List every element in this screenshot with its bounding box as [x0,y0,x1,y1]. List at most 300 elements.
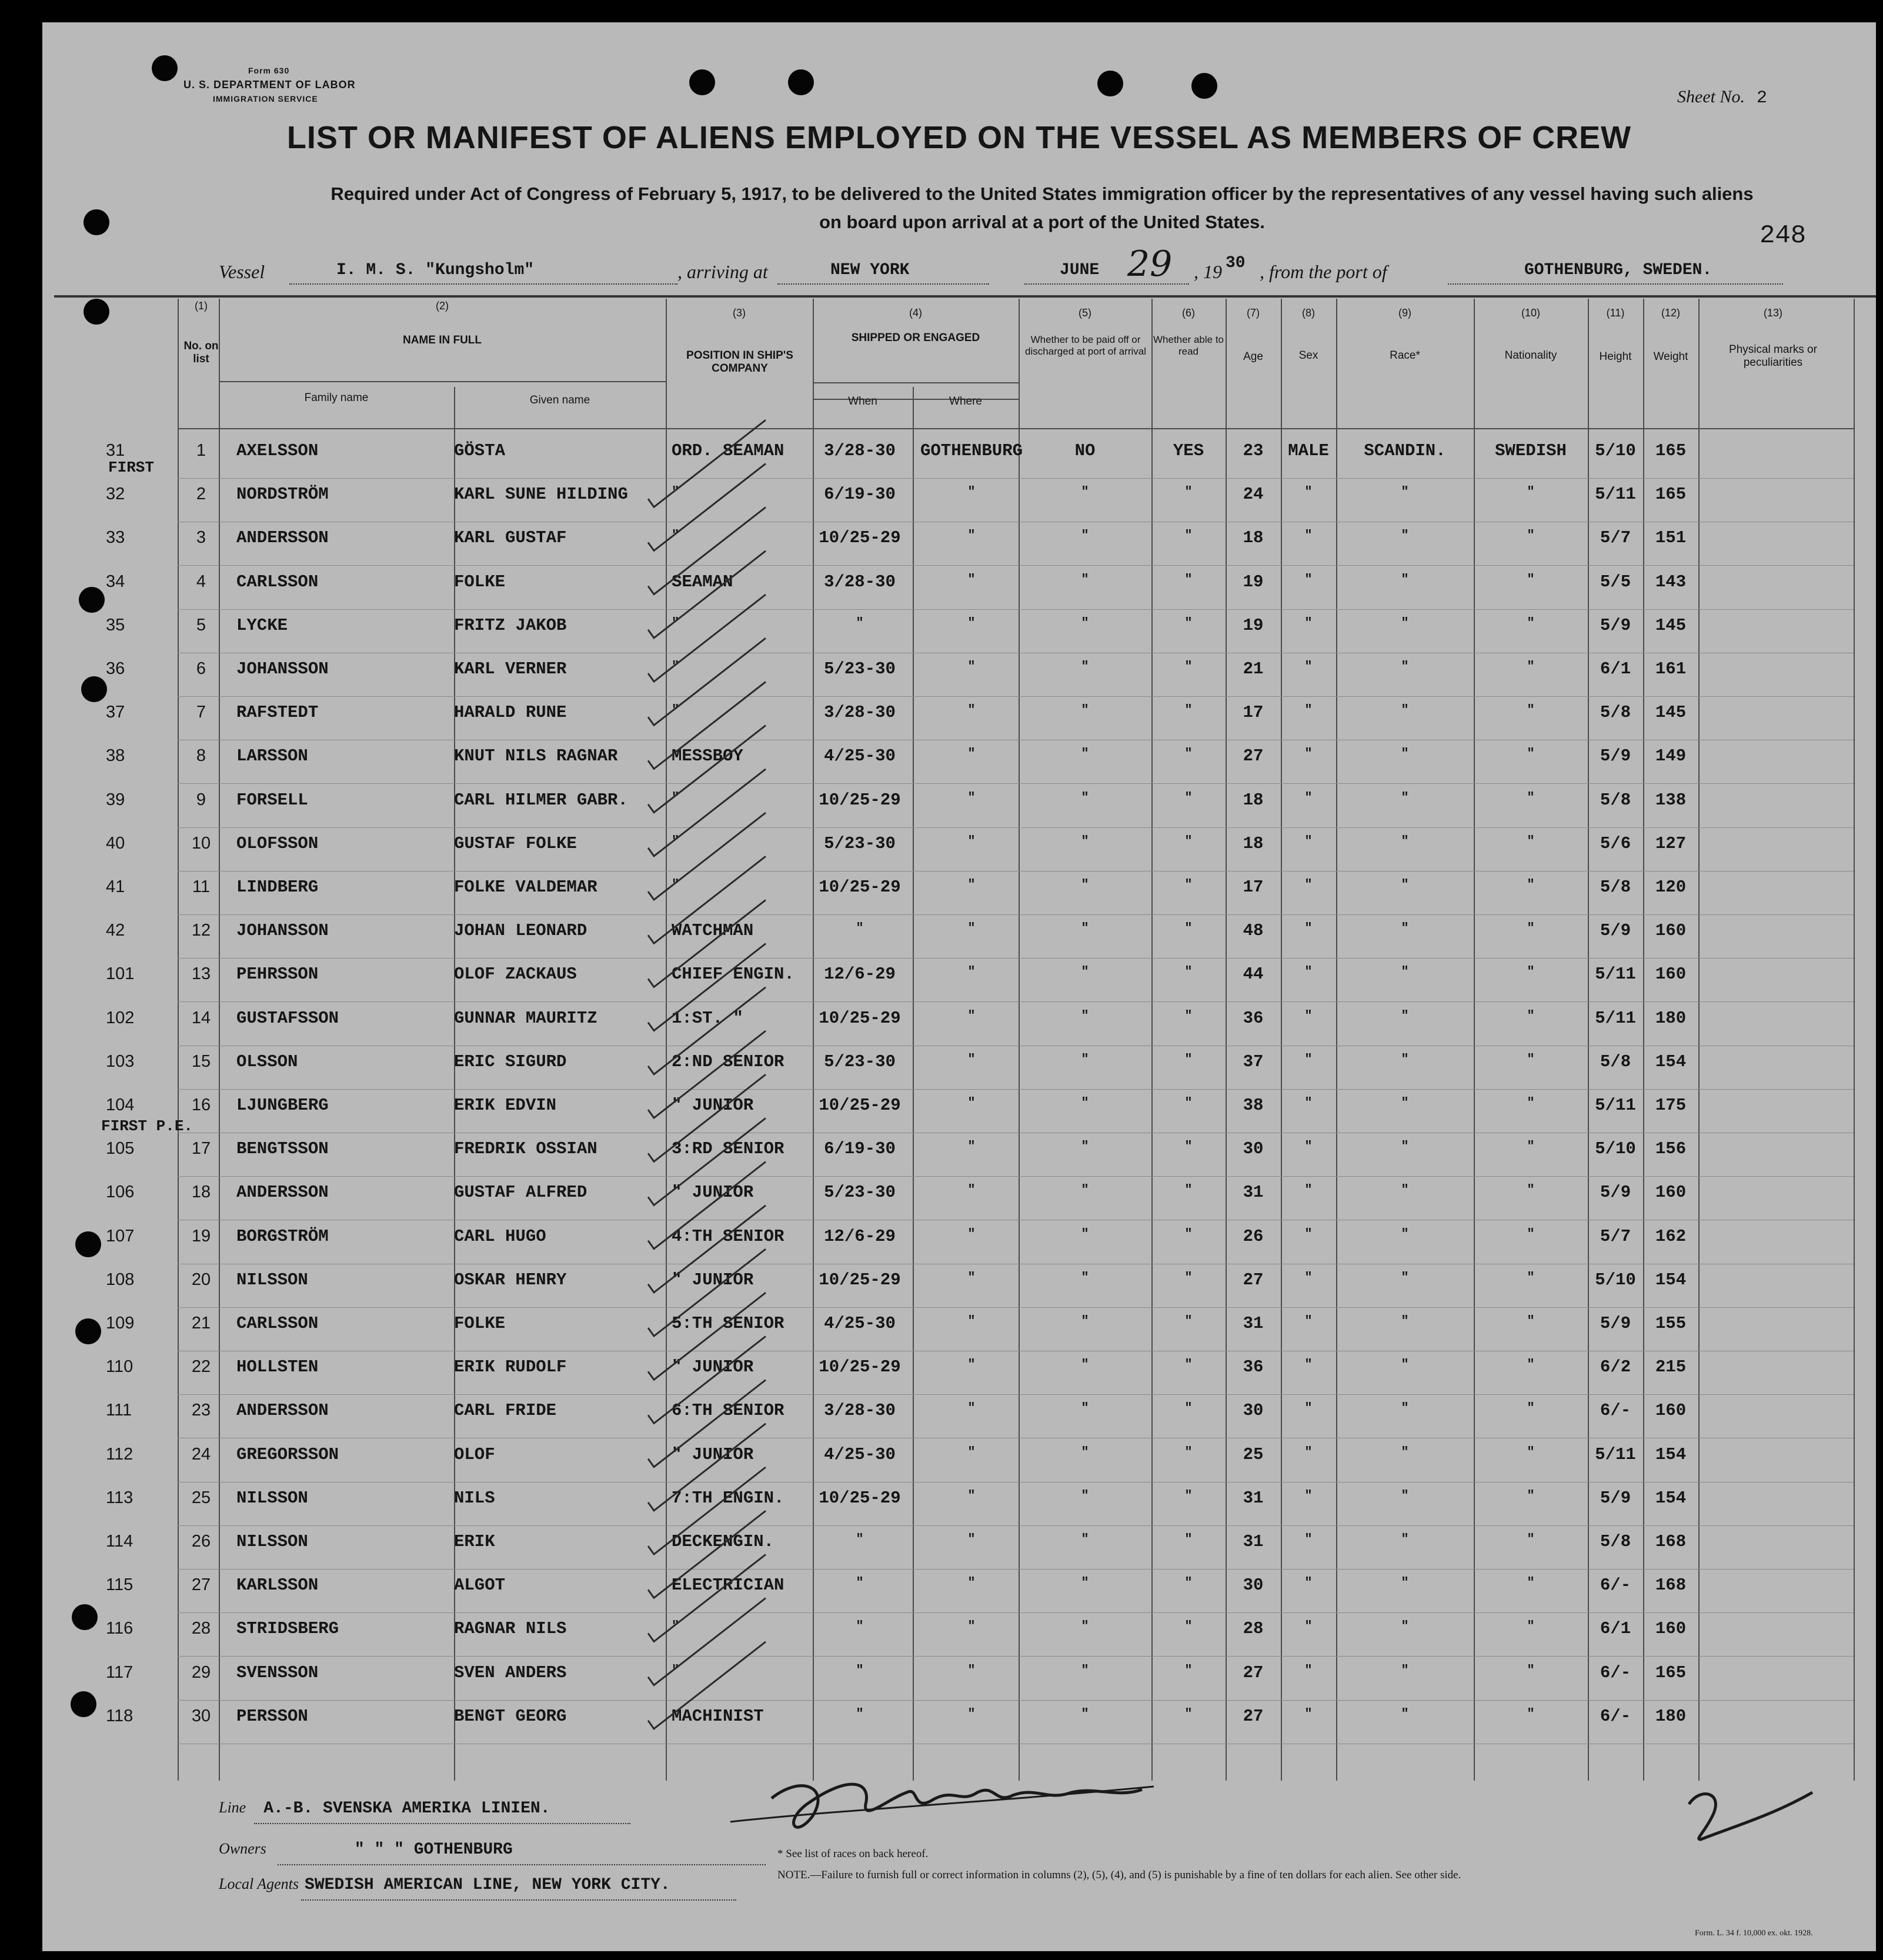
cell-position: " [672,703,680,718]
row-rule [178,478,1854,479]
cell-family-name: PEHRSSON [236,964,319,984]
cell-able-to-read: " [1184,1488,1193,1503]
column-rule [454,387,455,1781]
cell-age: 30 [1243,1575,1264,1595]
cell-given-name: FRITZ JAKOB [454,615,567,635]
cell-sex: " [1304,1488,1313,1503]
cell-height: 5/7 [1600,528,1631,548]
cell-age: 30 [1243,1139,1264,1159]
punch-hole [79,587,105,613]
cell-list-number: 17 [191,1139,211,1158]
cell-shipped-when: 5/23-30 [824,659,896,679]
cell-height: 5/10 [1595,1139,1636,1159]
cell-able-to-read: " [1184,1401,1193,1416]
cell-sex: " [1304,1444,1313,1460]
cell-paid-off: " [1081,1008,1089,1023]
cell-age: 17 [1243,703,1264,723]
cell-list-number: 26 [191,1532,211,1551]
footer-agents [219,1875,670,1894]
cell-position: SEAMAN [672,572,733,592]
punch-hole [71,1691,96,1717]
cell-list-number: 11 [192,877,211,896]
column-rule [813,299,814,1781]
cell-height: 5/8 [1600,703,1631,723]
cell-height: 5/8 [1600,1532,1631,1551]
cell-family-name: NORDSTRÖM [236,485,329,505]
cell-paid-off: " [1081,1226,1089,1241]
cell-sex: " [1304,1706,1313,1721]
cell-shipped-where: " [967,485,976,500]
arriving-port: NEW YORK [830,261,910,279]
cell-race: " [1401,1662,1409,1678]
cell-race: " [1401,921,1409,936]
cell-family-name: LINDBERG [236,877,319,897]
cell-position: ORD. SEAMAN [672,441,784,460]
cell-family-name: LJUNGBERG [236,1096,329,1115]
cell-paid-off: " [1081,1619,1089,1634]
cell-height: 5/9 [1600,1183,1631,1203]
cell-list-number: 8 [196,746,206,766]
agents-label: Local Agents [219,1875,299,1892]
cell-able-to-read: " [1184,964,1193,980]
col-num-3: (3) [733,307,746,319]
cell-able-to-read: " [1184,1662,1193,1678]
cell-shipped-where: " [967,703,976,718]
cell-weight: 154 [1655,1444,1687,1464]
corner-check-mark [1677,1781,1830,1851]
cell-position: WATCHMAN [672,921,754,941]
header-able-to-read: Whether able to read [1153,334,1224,357]
cell-able-to-read: " [1184,572,1193,587]
cell-paid-off: " [1081,1357,1089,1373]
cell-manifest-ref-number: 112 [106,1444,133,1464]
cell-nationality: " [1527,1662,1535,1678]
cell-position: " JUNIOR [672,1270,754,1290]
cell-age: 23 [1243,441,1264,460]
cell-age: 26 [1243,1226,1264,1246]
cell-weight: 160 [1655,921,1687,941]
cell-shipped-when: 6/19-30 [824,485,896,505]
cell-list-number: 21 [191,1314,211,1333]
punch-hole [81,676,107,702]
subtitle-line-2: on board upon arrival at a port of the United States. [819,212,1265,232]
agency-block [183,64,356,106]
cell-manifest-ref-number: 110 [106,1357,133,1377]
cell-height: 6/1 [1600,659,1631,679]
cell-able-to-read: " [1184,615,1193,630]
cell-manifest-ref-number: 118 [106,1706,133,1725]
cell-height: 5/11 [1595,1008,1636,1028]
cell-sex: MALE [1288,441,1329,460]
cell-age: 27 [1243,1270,1264,1290]
cell-position: ELECTRICIAN [672,1575,784,1595]
cell-shipped-where: " [967,1662,976,1678]
cell-manifest-ref-number: 108 [106,1270,135,1289]
cell-nationality: " [1527,1008,1535,1023]
cell-shipped-where: " [967,1139,976,1154]
cell-shipped-when: " [856,615,864,630]
cell-nationality: " [1527,1270,1535,1285]
column-rule [666,299,667,1781]
cell-shipped-where: " [967,1314,976,1328]
cell-weight: 154 [1655,1270,1687,1290]
header-rule [813,382,1019,383]
cell-sex: " [1304,1619,1313,1634]
cell-position: " [672,528,680,543]
cell-nationality: " [1527,1051,1535,1067]
cell-shipped-where: " [967,1619,976,1634]
cell-family-name: OLSSON [236,1051,298,1071]
cell-position: " JUNIOR [672,1096,754,1115]
cell-shipped-when: 10/25-29 [819,790,901,810]
cell-family-name: RAFSTEDT [236,703,319,723]
cell-nationality: " [1527,659,1535,674]
cell-weight: 175 [1655,1096,1687,1115]
cell-shipped-when: 12/6-29 [824,964,896,984]
cell-shipped-when: 10/25-29 [819,1008,901,1028]
cell-able-to-read: " [1184,921,1193,936]
cell-given-name: FOLKE [454,1314,506,1333]
cell-race: " [1401,877,1409,892]
header-race: Race* [1390,349,1420,362]
cell-age: 18 [1243,833,1264,853]
header-sex: Sex [1298,349,1318,362]
cell-age: 17 [1243,877,1264,897]
cell-sex: " [1304,1008,1313,1023]
cell-given-name: GÖSTA [454,441,506,460]
cell-height: 6/- [1600,1575,1631,1595]
cell-nationality: " [1527,1314,1535,1328]
cell-weight: 180 [1655,1706,1687,1726]
form-code: Form. L. 34 f. 10,000 ex. okt. 1928. [1695,1929,1813,1938]
cell-weight: 165 [1655,441,1687,460]
cell-sex: " [1304,1183,1313,1198]
cell-given-name: KNUT NILS RAGNAR [454,746,618,766]
cell-given-name: KARL SUNE HILDING [454,485,628,505]
cell-manifest-ref-number: 35 [106,615,125,635]
cell-weight: 168 [1655,1532,1687,1551]
document-subtitle [219,180,1865,236]
cell-family-name: GUSTAFSSON [236,1008,339,1028]
cell-age: 36 [1243,1008,1264,1028]
row-rule [178,871,1854,872]
cell-shipped-when: " [856,1662,864,1678]
cell-paid-off: " [1081,1314,1089,1328]
cell-family-name: HOLLSTEN [236,1357,319,1377]
row-rule [178,783,1854,784]
cell-paid-off: " [1081,1270,1089,1285]
cell-age: 30 [1243,1401,1264,1421]
header-bottom-rule [178,428,1854,429]
header-age: Age [1243,350,1263,363]
cell-sex: " [1304,1051,1313,1067]
cell-position: 3:RD SENIOR [672,1139,784,1159]
cell-race: " [1401,1270,1409,1285]
cell-paid-off: " [1081,1183,1089,1198]
cell-able-to-read: " [1184,703,1193,718]
cell-weight: 160 [1655,1401,1687,1421]
cell-nationality: SWEDISH [1495,441,1567,460]
cell-manifest-ref-number: 115 [106,1575,133,1595]
col-num-11: (11) [1606,307,1625,319]
row-rule [178,914,1854,915]
cell-shipped-where: " [967,877,976,892]
from-label: , from the port of [1260,261,1387,282]
cell-nationality: " [1527,964,1535,980]
cell-shipped-where: " [967,659,976,674]
cell-shipped-where: GOTHENBURG [920,441,1023,460]
col-num-4: (4) [909,307,922,319]
cell-shipped-where: " [967,615,976,630]
cell-family-name: AXELSSON [236,441,319,460]
cell-age: 18 [1243,790,1264,810]
cell-position: " [672,877,680,892]
cell-position: " JUNIOR [672,1357,754,1377]
col-num-12: (12) [1661,307,1680,319]
signature-mark [719,1751,1166,1845]
cell-position: " JUNIOR [672,1444,754,1464]
cell-list-number: 4 [196,572,206,591]
row-rule [178,958,1854,959]
cell-age: 44 [1243,964,1264,984]
line-label: Line [219,1799,246,1816]
punch-hole [75,1318,101,1344]
row-rule [178,1001,1854,1002]
col-num-1: (1) [195,300,208,312]
cell-family-name: GREGORSSON [236,1444,339,1464]
cell-able-to-read: " [1184,1183,1193,1198]
cell-nationality: " [1527,921,1535,936]
cell-manifest-ref-number: 37 [106,703,125,722]
cell-height: 5/7 [1600,1226,1631,1246]
cell-paid-off: " [1081,1488,1089,1503]
cell-nationality: " [1527,572,1535,587]
header-where: Where [949,395,982,408]
cell-race: " [1401,1051,1409,1067]
cell-weight: 165 [1655,1662,1687,1682]
cell-sex: " [1304,1226,1313,1241]
cell-shipped-where: " [967,1444,976,1460]
col-num-8: (8) [1302,307,1315,319]
cell-able-to-read: " [1184,1532,1193,1547]
cell-weight: 161 [1655,659,1687,679]
cell-weight: 215 [1655,1357,1687,1377]
cell-race: SCANDIN. [1364,441,1446,460]
cell-list-number: 29 [191,1662,211,1682]
cell-position: MESSBOY [672,746,743,766]
cell-weight: 160 [1655,964,1687,984]
cell-race: " [1401,1575,1409,1591]
cell-manifest-ref-number: 41 [106,877,125,896]
manifest-sheet [42,22,1876,1951]
cell-height: 5/10 [1595,1270,1636,1290]
punch-hole [72,1604,98,1630]
row-rule [178,696,1854,697]
cell-sex: " [1304,1357,1313,1373]
cell-sex: " [1304,964,1313,980]
cell-shipped-when: " [856,1575,864,1591]
cell-paid-off: " [1081,572,1089,587]
cell-nationality: " [1527,877,1535,892]
cell-position: 5:TH SENIOR [672,1314,784,1333]
cell-race: " [1401,1226,1409,1241]
cell-list-number: 24 [191,1444,211,1464]
cell-given-name: ERIC SIGURD [454,1051,567,1071]
cell-age: 37 [1243,1051,1264,1071]
col-num-10: (10) [1521,307,1540,319]
cell-height: 5/10 [1595,441,1636,460]
cell-list-number: 18 [191,1183,211,1202]
cell-list-number: 6 [196,659,206,678]
cell-sex: " [1304,1532,1313,1547]
cell-race: " [1401,790,1409,805]
header-rule [219,381,666,382]
cell-able-to-read: " [1184,1008,1193,1023]
cell-position: " [672,485,680,500]
cell-height: 5/9 [1600,615,1631,635]
cell-manifest-ref-number: 114 [106,1532,133,1551]
cell-weight: 127 [1655,833,1687,853]
cell-list-number: 14 [191,1008,211,1027]
cell-weight: 145 [1655,703,1687,723]
cell-race: " [1401,1314,1409,1328]
vessel-name: I. M. S. "Kungsholm" [336,261,535,279]
cell-height: 6/- [1600,1706,1631,1726]
cell-list-number: 5 [196,615,206,635]
row-rule [178,609,1854,610]
cell-paid-off: " [1081,833,1089,849]
year-prefix: , 19 [1194,261,1222,282]
margin-note-first-pe: FIRST P.E. [101,1117,193,1135]
punch-hole [84,209,109,235]
cell-able-to-read: " [1184,1270,1193,1285]
cell-paid-off: " [1081,528,1089,543]
cell-nationality: " [1527,615,1535,630]
cell-given-name: SVEN ANDERS [454,1662,567,1682]
cell-given-name: KARL GUSTAF [454,528,567,548]
cell-age: 31 [1243,1314,1264,1333]
cell-manifest-ref-number: 33 [106,528,125,547]
cell-position: " JUNIOR [672,1183,754,1203]
sheet-number-value: 2 [1756,88,1767,108]
cell-height: 5/8 [1600,877,1631,897]
cell-paid-off: " [1081,1139,1089,1154]
cell-shipped-when: 12/6-29 [824,1226,896,1246]
cell-weight: 149 [1655,746,1687,766]
cell-position: DECKENGIN. [672,1532,774,1551]
cell-able-to-read: " [1184,1096,1193,1110]
cell-race: " [1401,703,1409,718]
cell-able-to-read: " [1184,1444,1193,1460]
cell-weight: 160 [1655,1619,1687,1639]
cell-given-name: ERIK [454,1532,495,1551]
cell-given-name: CARL HILMER GABR. [454,790,628,810]
cell-weight: 155 [1655,1314,1687,1333]
cell-manifest-ref-number: 34 [106,572,125,591]
cell-shipped-when: 4/25-30 [824,1444,896,1464]
cell-age: 24 [1243,485,1264,505]
cell-shipped-where: " [967,790,976,805]
cell-paid-off: " [1081,615,1089,630]
cell-family-name: ANDERSSON [236,1183,329,1203]
column-rule [913,387,914,1781]
cell-paid-off: " [1081,1662,1089,1678]
cell-manifest-ref-number: 111 [106,1401,132,1420]
cell-list-number: 7 [196,703,206,722]
cell-list-number: 20 [191,1270,211,1289]
cell-given-name: OSKAR HENRY [454,1270,567,1290]
cell-nationality: " [1527,746,1535,762]
vessel-line [219,243,1783,288]
cell-given-name: RAGNAR NILS [454,1619,567,1639]
punch-hole [84,299,109,325]
cell-position: " [672,659,680,674]
cell-shipped-where: " [967,1183,976,1198]
cell-list-number: 22 [191,1357,211,1377]
cell-nationality: " [1527,1444,1535,1460]
cell-manifest-ref-number: 109 [106,1314,135,1333]
column-rule [219,299,220,1781]
cell-sex: " [1304,1314,1313,1328]
cell-race: " [1401,528,1409,543]
cell-family-name: NILSSON [236,1532,308,1551]
column-rule [1643,299,1644,1781]
cell-manifest-ref-number: 107 [106,1226,135,1246]
cell-able-to-read: " [1184,790,1193,805]
cell-weight: 154 [1655,1488,1687,1508]
cell-able-to-read: " [1184,1139,1193,1154]
owners-label: Owners [219,1840,266,1857]
cell-shipped-when: 3/28-30 [824,1401,896,1421]
row-rule [178,1176,1854,1177]
cell-height: 5/11 [1595,1444,1636,1464]
cell-manifest-ref-number: 116 [106,1619,133,1638]
column-rule [1281,299,1282,1781]
footer-owners [219,1839,513,1859]
cell-given-name: FOLKE [454,572,506,592]
cell-paid-off: " [1081,921,1089,936]
cell-shipped-when: 3/28-30 [824,441,896,460]
cell-list-number: 19 [191,1226,211,1246]
cell-able-to-read: " [1184,1051,1193,1067]
column-rule [1698,299,1700,1781]
cell-given-name: JOHAN LEONARD [454,921,587,941]
cell-race: " [1401,572,1409,587]
cell-paid-off: " [1081,877,1089,892]
cell-position: MACHINIST [672,1706,764,1726]
col-num-2: (2) [436,300,449,312]
cell-shipped-when: " [856,1532,864,1547]
header-height: Height [1599,350,1632,363]
cell-position: " [672,833,680,849]
cell-manifest-ref-number: 104 [106,1096,135,1114]
cell-race: " [1401,1096,1409,1110]
arrival-year: 30 [1226,254,1246,272]
cell-family-name: JOHANSSON [236,659,329,679]
from-port: GOTHENBURG, SWEDEN. [1524,261,1712,279]
row-rule [178,1569,1854,1570]
cell-manifest-ref-number: 102 [106,1008,135,1027]
cell-able-to-read: " [1184,1706,1193,1721]
cell-paid-off: " [1081,1532,1089,1547]
cell-race: " [1401,1183,1409,1198]
cell-race: " [1401,615,1409,630]
cell-shipped-when: 10/25-29 [819,1096,901,1115]
cell-list-number: 16 [191,1096,211,1114]
cell-height: 5/8 [1600,1051,1631,1071]
cell-position: " [672,615,680,630]
cell-shipped-where: " [967,1270,976,1285]
